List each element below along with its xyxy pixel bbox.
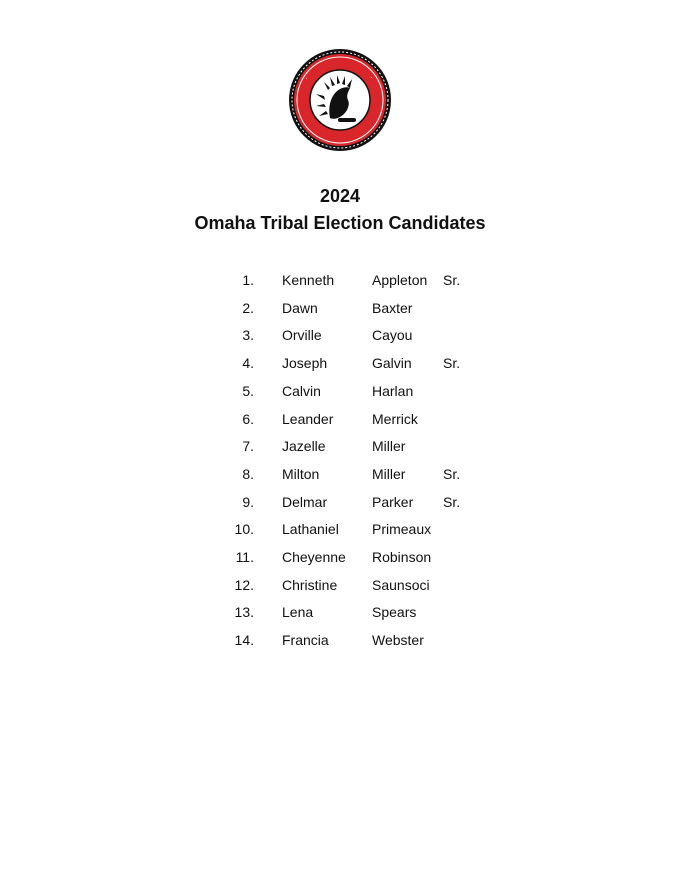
candidate-first-name: Jazelle bbox=[282, 438, 326, 455]
document-year: 2024 bbox=[319, 186, 361, 206]
candidate-last-name: Primeaux bbox=[372, 521, 432, 538]
list-item bbox=[0, 602, 680, 622]
candidate-number: 6. bbox=[242, 410, 254, 427]
candidate-number: 8. bbox=[242, 465, 254, 482]
document-title: Omaha Tribal Election Candidates bbox=[194, 213, 486, 233]
list-item bbox=[0, 409, 680, 429]
candidate-number: 4. bbox=[242, 355, 254, 372]
list-item bbox=[0, 436, 680, 456]
tribal-seal-logo bbox=[288, 48, 392, 152]
candidate-last-name: Harlan bbox=[372, 382, 414, 399]
candidate-first-name: Francia bbox=[282, 632, 329, 649]
candidate-first-name: Leander bbox=[282, 410, 334, 427]
candidate-number: 2. bbox=[242, 299, 254, 316]
svg-text:·: · bbox=[304, 75, 309, 83]
candidate-number: 11. bbox=[235, 549, 254, 565]
candidate-number: 10. bbox=[234, 521, 254, 538]
candidate-last-name: Galvin bbox=[372, 355, 412, 372]
list-item bbox=[0, 464, 680, 484]
candidate-last-name: Miller bbox=[372, 465, 406, 482]
candidate-last-name: Spears bbox=[372, 604, 417, 621]
list-item bbox=[0, 298, 680, 318]
candidate-number: 1. bbox=[242, 272, 254, 288]
candidate-last-name: Saunsoci bbox=[372, 576, 430, 593]
list-item bbox=[0, 492, 680, 512]
candidate-last-name: Appleton bbox=[372, 272, 428, 288]
candidate-suffix: Sr. bbox=[443, 493, 461, 510]
candidate-last-name: Baxter bbox=[372, 299, 413, 316]
candidate-number: 12. bbox=[234, 576, 254, 593]
candidate-first-name: Calvin bbox=[282, 382, 321, 399]
candidate-first-name: Milton bbox=[282, 465, 320, 482]
candidate-first-name: Dawn bbox=[282, 299, 318, 316]
candidate-number: 13. bbox=[234, 604, 254, 621]
candidate-number: 3. bbox=[242, 327, 254, 344]
list-item bbox=[0, 381, 680, 401]
candidate-last-name: Parker bbox=[372, 493, 414, 510]
candidate-last-name: Miller bbox=[372, 438, 406, 455]
candidate-first-name: Delmar bbox=[282, 493, 328, 510]
list-item bbox=[0, 353, 680, 373]
candidate-suffix: Sr. bbox=[443, 465, 461, 482]
candidate-suffix: Sr. bbox=[443, 355, 461, 372]
candidate-first-name: Kenneth bbox=[282, 272, 335, 288]
candidate-last-name: Robinson bbox=[372, 549, 432, 565]
list-item bbox=[0, 547, 680, 567]
candidate-first-name: Christine bbox=[282, 576, 338, 593]
candidate-number: 9. bbox=[242, 493, 254, 510]
candidate-number: 5. bbox=[242, 382, 254, 399]
candidate-last-name: Cayou bbox=[372, 327, 413, 344]
candidate-number: 7. bbox=[242, 438, 254, 455]
candidate-suffix: Sr. bbox=[443, 272, 461, 288]
list-item bbox=[0, 270, 680, 290]
list-item bbox=[0, 575, 680, 595]
candidate-last-name: Merrick bbox=[372, 410, 418, 427]
candidate-first-name: Joseph bbox=[282, 355, 328, 372]
candidate-last-name: Webster bbox=[372, 632, 424, 649]
candidate-first-name: Orville bbox=[282, 327, 322, 344]
candidate-first-name: Lathaniel bbox=[282, 521, 339, 538]
candidate-first-name: Cheyenne bbox=[282, 549, 346, 565]
list-item bbox=[0, 630, 680, 650]
list-item bbox=[0, 519, 680, 539]
candidate-first-name: Lena bbox=[282, 604, 314, 621]
svg-text:·: · bbox=[368, 74, 374, 82]
list-item bbox=[0, 325, 680, 345]
candidate-number: 14. bbox=[234, 632, 254, 649]
